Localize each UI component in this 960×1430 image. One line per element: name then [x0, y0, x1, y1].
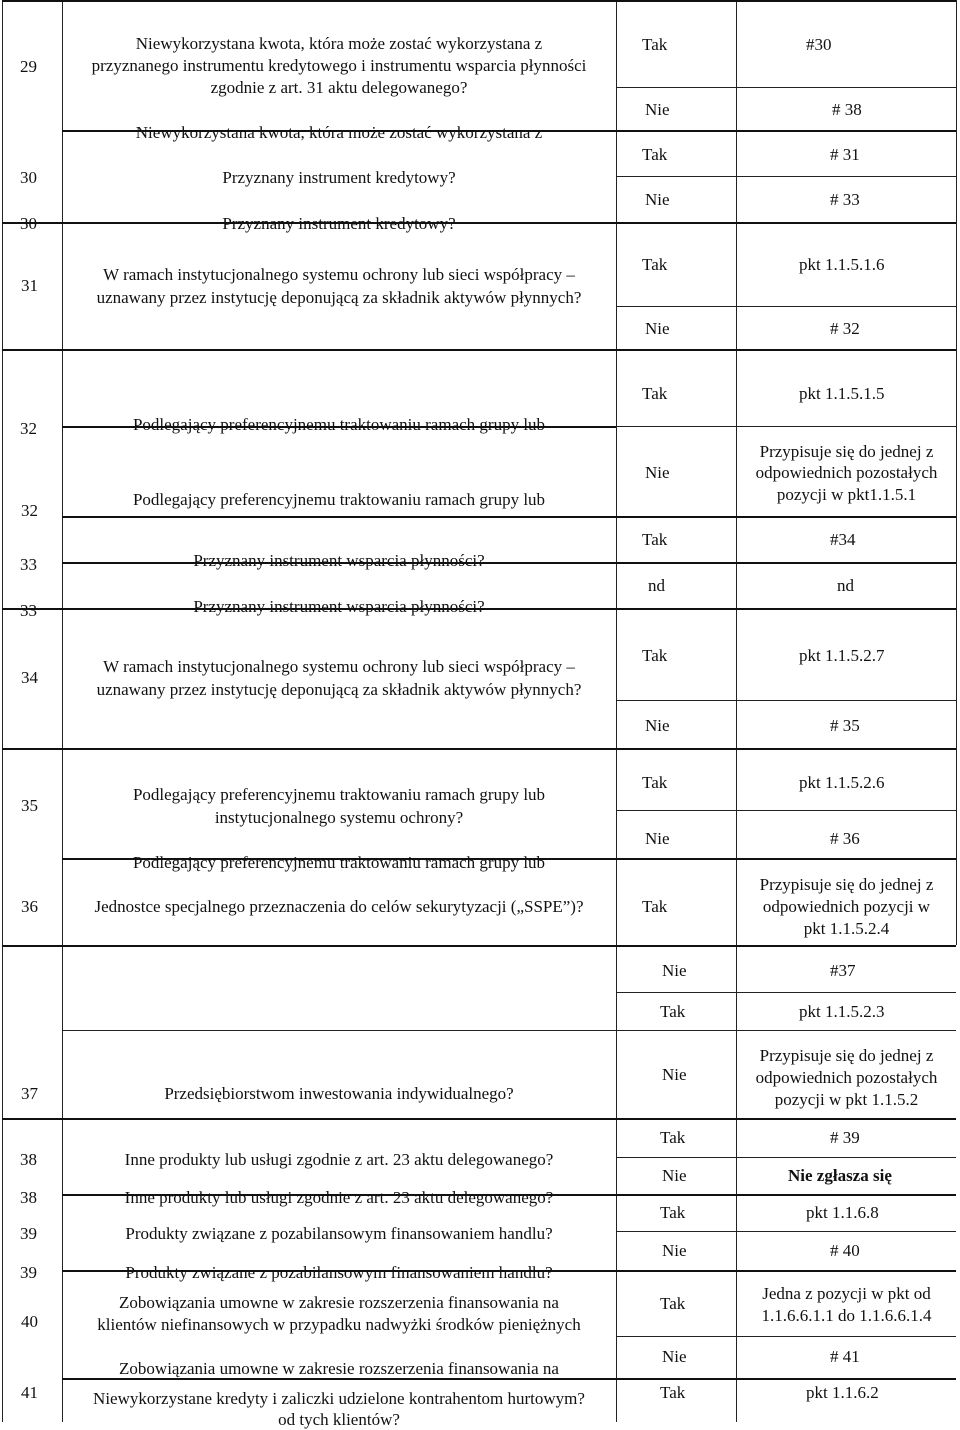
- answer-yes: Tak: [642, 384, 668, 403]
- row-divider: [2, 748, 956, 750]
- question-cell: [63, 1356, 615, 1379]
- answer-no: Nie: [645, 100, 670, 119]
- answer-no: Nie: [662, 1241, 687, 1260]
- row-divider: [616, 1231, 956, 1232]
- answer-yes: Tak: [642, 897, 668, 916]
- target: Przypisuje się do jednej z: [759, 1046, 934, 1065]
- question-text: Produkty związane z pozabilansowym finansowaniem handlu?: [125, 1263, 553, 1282]
- answer-no: Nie: [645, 319, 670, 338]
- row-number: 36: [21, 897, 38, 916]
- row-number: 39: [20, 1224, 37, 1243]
- target: pkt 1.1.5.2.3: [799, 1002, 885, 1021]
- target: Przypisuje się do jednej z: [759, 442, 934, 461]
- target: # 41: [830, 1347, 860, 1366]
- row-number: 32: [20, 419, 37, 438]
- target: # 32: [830, 319, 860, 338]
- question-text: Podlegający preferencyjnemu traktowaniu ramach grupy lub: [132, 490, 546, 509]
- target: pkt 1.1.5.2.6: [799, 773, 885, 792]
- question-text: uznawany przez instytucję deponującą za składnik aktywów płynnych?: [96, 680, 582, 699]
- target: pkt 1.1.5.2.7: [799, 646, 885, 665]
- row-divider: [616, 700, 956, 701]
- question-cell: [63, 1406, 615, 1429]
- target: # 39: [830, 1128, 860, 1147]
- question-cell: [63, 486, 615, 517]
- answer-yes: Tak: [660, 1294, 686, 1313]
- row-number: 33: [20, 555, 37, 574]
- target: 1.1.6.6.1.1 do 1.1.6.6.1.4: [761, 1306, 932, 1325]
- row-divider: [616, 1336, 956, 1337]
- question-text: W ramach instytucjonalnego systemu ochrony lub sieci współpracy –: [103, 265, 575, 284]
- question-cell: [63, 414, 615, 434]
- question-text: W ramach instytucjonalnego systemu ochrony lub sieci współpracy –: [103, 657, 575, 676]
- question-text: Przedsiębiorstwom inwestowania indywidualnego?: [164, 1084, 514, 1103]
- question-text: uznawany przez instytucję deponującą za składnik aktywów płynnych?: [96, 288, 582, 307]
- row-number: [3, 1219, 61, 1243]
- row-number: 38: [20, 1150, 37, 1169]
- question-text: Podlegający preferencyjnemu traktowaniu ramach grupy lub: [132, 853, 546, 872]
- row-number: [3, 1145, 61, 1169]
- row-divider: [616, 87, 956, 88]
- question-cell: [63, 1145, 615, 1169]
- question-text: Podlegający preferencyjnemu traktowaniu ramach grupy lub: [132, 785, 546, 804]
- question-cell: [63, 260, 615, 307]
- target: # 38: [832, 100, 862, 119]
- row-number: [3, 1183, 61, 1207]
- row-divider: [2, 0, 956, 2]
- question-text: zgodnie z art. 31 aktu delegowanego?: [210, 78, 468, 97]
- question-text: Przyznany instrument kredytowy?: [222, 214, 456, 233]
- target: pkt 1.1.6.2: [806, 1383, 879, 1402]
- question-cell: [63, 118, 615, 142]
- answer-yes: Tak: [660, 1203, 686, 1222]
- answer-nd: nd: [648, 576, 665, 595]
- target: # 35: [830, 716, 860, 735]
- row-number: 30: [20, 214, 37, 233]
- question-text: Podlegający preferencyjnemu traktowaniu ramach grupy lub: [132, 415, 546, 434]
- question-text: Przyznany instrument kredytowy?: [222, 168, 456, 187]
- row-number: 37: [21, 1084, 38, 1103]
- answer-yes: Tak: [642, 255, 668, 274]
- target: #30: [806, 35, 832, 54]
- row-divider: [616, 1157, 956, 1158]
- answer-no: Nie: [662, 1347, 687, 1366]
- target: pkt 1.1.6.8: [806, 1203, 879, 1222]
- target: # 36: [830, 829, 860, 848]
- row-divider: [616, 810, 956, 811]
- row-number: [3, 596, 61, 620]
- question-text: Zobowiązania umowne w zakresie rozszerzenia finansowania na: [119, 1293, 559, 1312]
- target: pozycji w pkt1.1.5.1: [776, 485, 917, 504]
- row-divider: [2, 349, 956, 351]
- question-text: Zobowiązania umowne w zakresie rozszerzenia finansowania na: [119, 1359, 559, 1378]
- row-divider: [2, 945, 956, 947]
- row-divider: [2, 1118, 956, 1120]
- question-cell: [63, 1219, 615, 1243]
- row-number: [3, 550, 61, 574]
- question-cell: [63, 209, 615, 233]
- question-text: przyznanego instrumentu kredytowego i instrumentu wsparcia płynności: [91, 56, 587, 75]
- answer-no: Nie: [645, 190, 670, 209]
- question-text: Produkty związane z pozabilansowym finansowaniem handlu?: [125, 1224, 553, 1243]
- answer-no: Nie: [645, 463, 670, 482]
- answer-yes: Tak: [642, 145, 668, 164]
- question-text: Niewykorzystana kwota, która może zostać wykorzystana z: [135, 123, 543, 142]
- row-number: 32: [21, 501, 38, 520]
- question-cell: [63, 596, 615, 616]
- question-text: Inne produkty lub usługi zgodnie z art. 23 aktu delegowanego?: [124, 1188, 554, 1207]
- question-text: Przyznany instrument wsparcia płynności?: [193, 551, 485, 570]
- row-number: [3, 414, 61, 438]
- row-number: 33: [20, 601, 37, 620]
- question-cell: [63, 163, 615, 187]
- row-number: 30: [20, 168, 37, 187]
- answer-yes: Tak: [642, 773, 668, 792]
- target: pkt 1.1.5.1.6: [799, 255, 885, 274]
- target: #37: [830, 961, 856, 980]
- row-number: 31: [21, 276, 38, 295]
- target: pkt 1.1.5.1.5: [799, 384, 885, 403]
- target: Przypisuje się do jednej z: [759, 875, 934, 894]
- question-cell: [63, 550, 615, 570]
- row-number: 34: [21, 668, 38, 687]
- target: odpowiednich pozostałych: [755, 463, 938, 482]
- right-border: [956, 0, 957, 945]
- target: # 31: [830, 145, 860, 164]
- col-answer-divider: [736, 0, 737, 1422]
- row-number: [3, 209, 61, 233]
- row-divider: [616, 176, 956, 177]
- answer-yes: Tak: [660, 1128, 686, 1147]
- answer-yes: Tak: [660, 1002, 686, 1021]
- question-cell: [63, 28, 615, 97]
- target: Nie zgłasza się: [788, 1166, 892, 1185]
- answer-no: Nie: [645, 829, 670, 848]
- row-number: 40: [21, 1312, 38, 1331]
- target: # 40: [830, 1241, 860, 1260]
- answer-yes: Tak: [642, 646, 668, 665]
- question-text: Niewykorzystane kredyty i zaliczki udzielone kontrahentom hurtowym?: [93, 1389, 585, 1408]
- question-text: instytucjonalnego systemu ochrony?: [214, 808, 464, 827]
- row-number: 39: [20, 1263, 37, 1282]
- question-text: Inne produkty lub usługi zgodnie z art. 23 aktu delegowanego?: [124, 1150, 554, 1169]
- target: #34: [830, 530, 856, 549]
- row-number: 29: [20, 57, 37, 76]
- target: odpowiednich pozostałych: [755, 1068, 938, 1087]
- answer-yes: Tak: [660, 1383, 686, 1402]
- answer-no: Nie: [662, 1065, 687, 1084]
- answer-no: Nie: [662, 961, 687, 980]
- target: # 33: [830, 190, 860, 209]
- target: pkt 1.1.5.2.4: [803, 919, 890, 938]
- target: odpowiednich pozycji w: [762, 897, 931, 916]
- row-number: [3, 163, 61, 187]
- question-cell: [63, 1258, 615, 1282]
- question-cell: [63, 850, 615, 872]
- row-divider: [616, 426, 956, 427]
- row-divider: [616, 992, 956, 993]
- question-text: od tych klientów?: [278, 1410, 400, 1429]
- question-text: Przyznany instrument wsparcia płynności?: [193, 597, 485, 616]
- answer-no: Nie: [645, 716, 670, 735]
- row-number: [3, 1258, 61, 1282]
- row-number: 35: [21, 796, 38, 815]
- question-text: Niewykorzystana kwota, która może zostać wykorzystana z: [135, 34, 543, 53]
- question-cell: [63, 780, 615, 827]
- row-number: 41: [21, 1383, 38, 1402]
- col-question-divider: [616, 0, 617, 1422]
- answer-yes: Tak: [642, 35, 668, 54]
- target: nd: [837, 576, 854, 595]
- answer-no: Nie: [662, 1166, 687, 1185]
- row-divider: [616, 306, 956, 307]
- row-divider: [62, 1030, 956, 1031]
- question-text: klientów niefinansowych w przypadku nadwyżki środków pieniężnych: [97, 1315, 581, 1334]
- question-cell: [63, 1183, 615, 1207]
- answer-yes: Tak: [642, 530, 668, 549]
- row-number: 38: [20, 1188, 37, 1207]
- target: pozycji w pkt 1.1.5.2: [774, 1090, 919, 1109]
- target: Jedna z pozycji w pkt od: [762, 1284, 931, 1303]
- question-text: Jednostce specjalnego przeznaczenia do celów sekurytyzacji („SSPE”)?: [94, 897, 584, 916]
